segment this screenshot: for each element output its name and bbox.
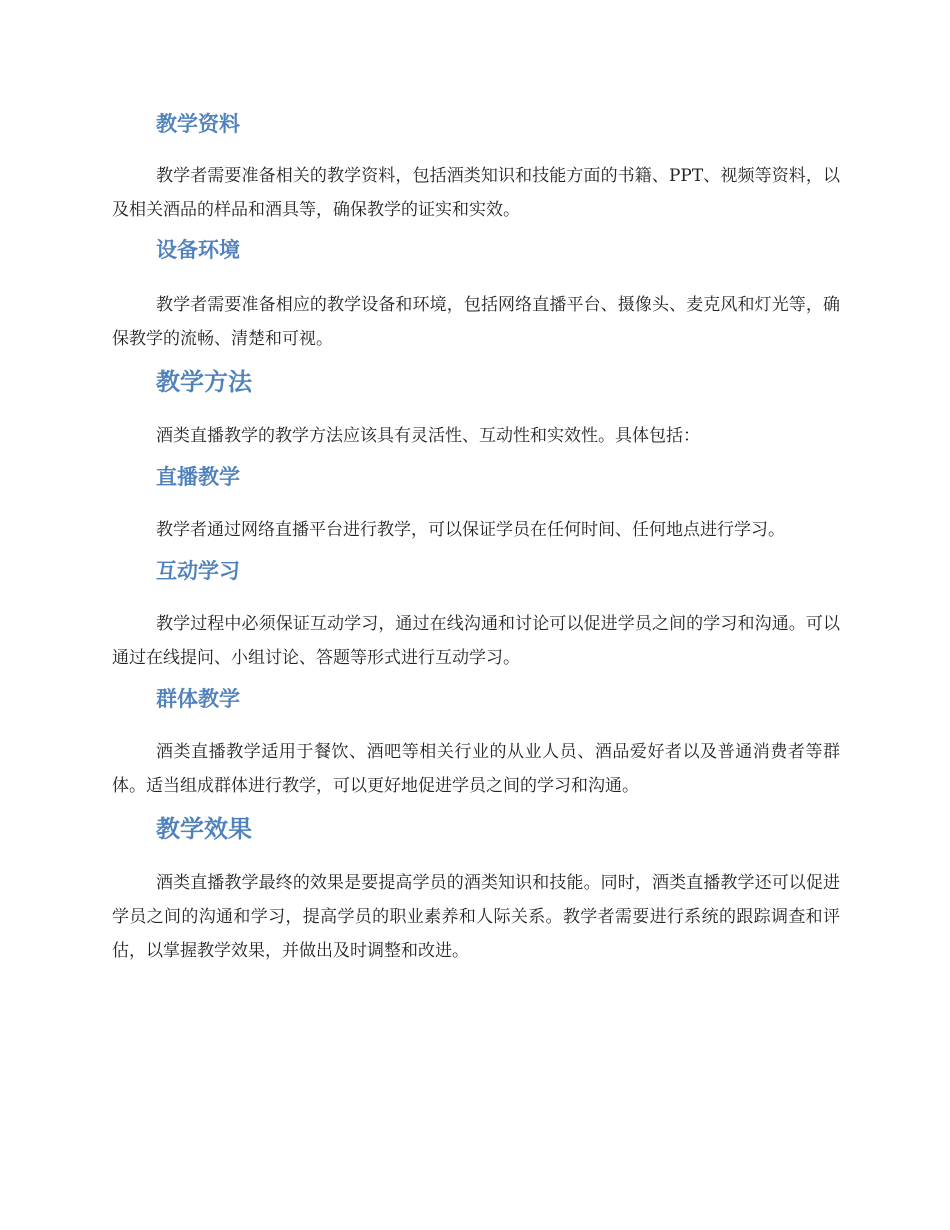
document-content [112,108,840,968]
section-paragraph: 酒类直播教学适用于餐饮、酒吧等相关行业的从业人员、酒品爱好者以及普通消费者等群体。适当组成群体进行教学，可以更好地促进学员之间的学习和沟通。 [112,742,840,796]
section-paragraph: 酒类直播教学最终的效果是要提高学员的酒类知识和技能。同时，酒类直播教学还可以促进学员之间的沟通和学习，提高学员的职业素养和人际关系。教学者需要进行系统的跟踪调查和评估，以掌握教学效果，并做出及时调整和改进。 [112,873,840,961]
section-paragraph: 教学者通过网络直播平台进行教学，可以保证学员在任何时间、任何地点进行学习。 [156,520,785,540]
section-heading: 群体教学 [156,687,240,711]
section-heading: 教学效果 [156,815,252,843]
section-paragraph: 酒类直播教学的教学方法应该具有灵活性、互动性和实效性。具体包括： [156,426,700,446]
section-heading: 教学资料 [156,112,240,136]
section-paragraph: 教学者需要准备相应的教学设备和环境，包括网络直播平台、摄像头、麦克风和灯光等，确保教学的流畅、清楚和可视。 [112,295,840,349]
section-heading: 教学方法 [156,368,252,396]
section-heading: 直播教学 [156,465,240,489]
section-heading: 互动学习 [156,559,240,583]
section-heading: 设备环境 [156,238,240,262]
section-paragraph: 教学者需要准备相关的教学资料，包括酒类知识和技能方面的书籍、PPT、视频等资料，以及相关酒品的样品和酒具等，确保教学的证实和实效。 [112,166,840,220]
section-paragraph: 教学过程中必须保证互动学习，通过在线沟通和讨论可以促进学员之间的学习和沟通。可以通过在线提问、小组讨论、答题等形式进行互动学习。 [112,614,840,668]
